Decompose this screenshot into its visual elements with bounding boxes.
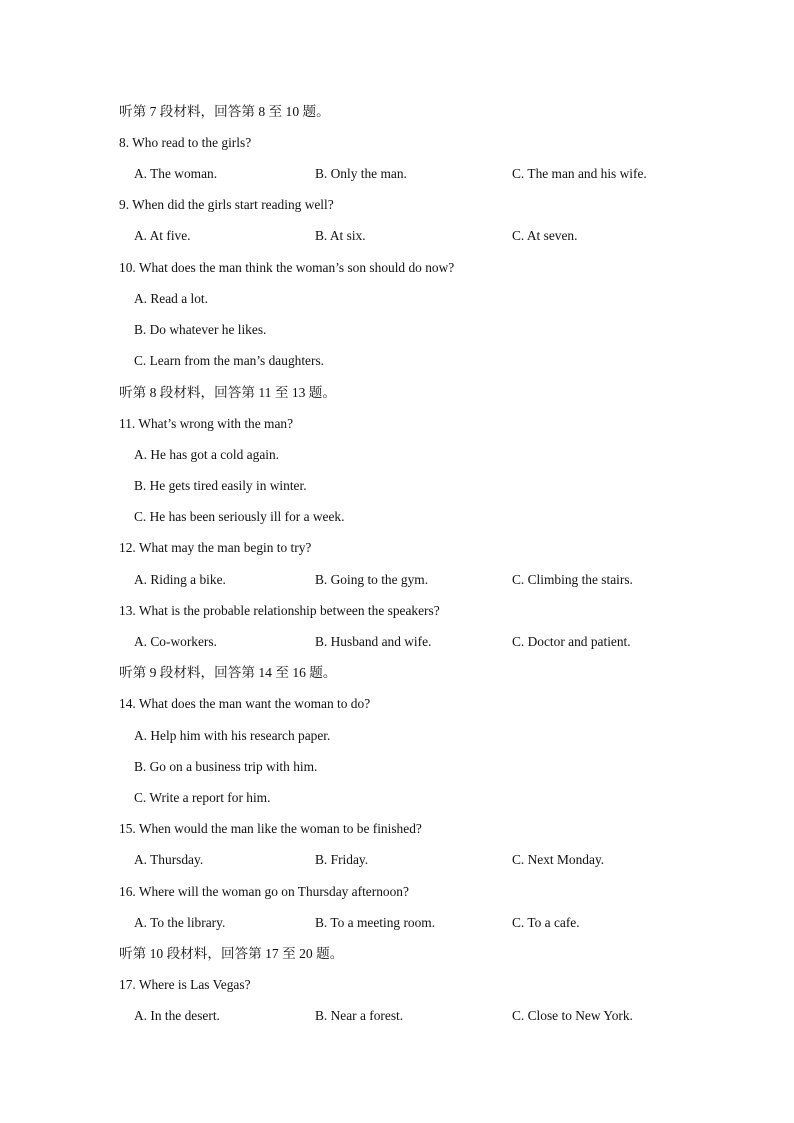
question-9-stem: 9. When did the girls start reading well?: [119, 197, 334, 212]
question-16-option-c: C. To a cafe.: [512, 915, 580, 930]
question-10-option-b: B. Do whatever he likes.: [134, 322, 267, 337]
question-14-stem: 14. What does the man want the woman to do?: [119, 696, 371, 711]
question-15-stem: 15. When would the man like the woman to be finished?: [119, 821, 422, 836]
section-header-9: 听第 9 段材料，回答第 14 至 16 题。: [119, 665, 337, 680]
question-13-option-b: B. Husband and wife.: [315, 634, 432, 649]
question-8-option-c: C. The man and his wife.: [512, 166, 647, 181]
question-14-option-a: A. Help him with his research paper.: [134, 728, 331, 743]
question-12-stem: 12. What may the man begin to try?: [119, 540, 312, 555]
question-11-stem: 11. What’s wrong with the man?: [119, 416, 294, 431]
question-16-stem: 16. Where will the woman go on Thursday afternoon?: [119, 884, 409, 899]
question-12-option-c: C. Climbing the stairs.: [512, 572, 633, 587]
question-14-option-b: B. Go on a business trip with him.: [134, 759, 318, 774]
question-8-option-b: B. Only the man.: [315, 166, 407, 181]
section-header-7: 听第 7 段材料，回答第 8 至 10 题。: [119, 104, 330, 119]
section-header-8: 听第 8 段材料，回答第 11 至 13 题。: [119, 385, 336, 400]
question-15-option-a: A. Thursday.: [134, 852, 204, 867]
question-17-option-a: A. In the desert.: [134, 1008, 220, 1023]
question-11-option-b: B. He gets tired easily in winter.: [134, 478, 307, 493]
question-12-option-b: B. Going to the gym.: [315, 572, 429, 587]
question-10-stem: 10. What does the man think the woman’s son should do now?: [119, 260, 455, 275]
question-12-option-a: A. Riding a bike.: [134, 572, 226, 587]
question-10-option-a: A. Read a lot.: [134, 291, 209, 306]
question-17-option-b: B. Near a forest.: [315, 1008, 404, 1023]
question-17-stem: 17. Where is Las Vegas?: [119, 977, 251, 992]
question-16-option-b: B. To a meeting room.: [315, 915, 436, 930]
section-header-10: 听第 10 段材料，回答第 17 至 20 题。: [119, 946, 344, 961]
question-15-option-c: C. Next Monday.: [512, 852, 605, 867]
question-10-option-c: C. Learn from the man’s daughters.: [134, 353, 325, 368]
question-11-option-c: C. He has been seriously ill for a week.: [134, 509, 345, 524]
question-17-option-c: C. Close to New York.: [512, 1008, 633, 1023]
question-9-option-b: B. At six.: [315, 228, 366, 243]
question-13-stem: 13. What is the probable relationship between the speakers?: [119, 603, 440, 618]
question-14-option-c: C. Write a report for him.: [134, 790, 271, 805]
question-8-option-a: A. The woman.: [134, 166, 218, 181]
question-13-option-c: C. Doctor and patient.: [512, 634, 631, 649]
question-11-option-a: A. He has got a cold again.: [134, 447, 280, 462]
question-13-option-a: A. Co-workers.: [134, 634, 217, 649]
question-8-stem: 8. Who read to the girls?: [119, 135, 252, 150]
question-16-option-a: A. To the library.: [134, 915, 226, 930]
question-9-option-c: C. At seven.: [512, 228, 578, 243]
question-9-option-a: A. At five.: [134, 228, 191, 243]
question-15-option-b: B. Friday.: [315, 852, 369, 867]
